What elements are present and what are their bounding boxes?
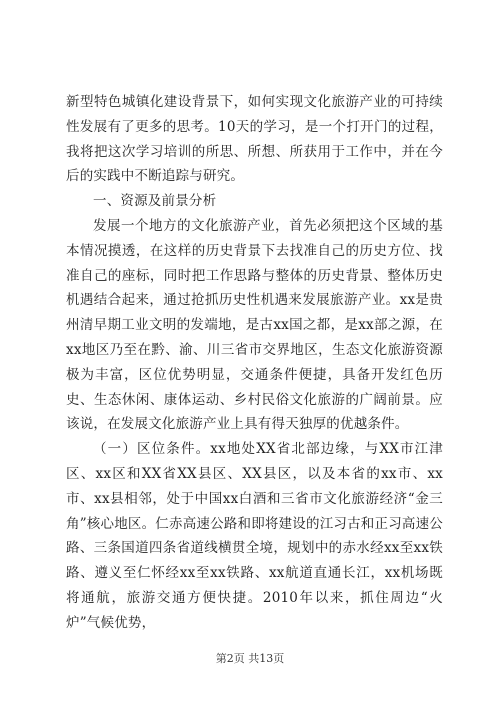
page-number-footer: 第2页 共13页 xyxy=(215,652,285,665)
document-body xyxy=(66,90,443,636)
paragraph-resource-analysis: 发展一个地方的文化旅游产业，首先必须把这个区域的基本情况摸透，在这样的历史背景下去找准自己的历史方位、找准自己的座标，同时把工作思路与整体的历史背景、整体历史机遇结合起来，通过抢抓历史性机遇来发展旅游产业。xx是贵州清早期工业文明的发端地，是古xx国之都，是xx部之源，在xx地区乃至在黔、渝、川三省市交界地区，生态文化旅游资源极为丰富，区位优势明显，交通条件便捷，具备开发红色历史、生态休闲、康体运动、乡村民俗文化旅游的广阔前景。应该说，在发展文化旅游产业上具有得天独厚的优越条件。 xyxy=(66,217,443,433)
paragraph-intro-continuation: 新型特色城镇化建设背景下，如何实现文化旅游产业的可持续性发展有了更多的思考。10天的学习，是一个打开门的过程，我将把这次学习培训的所思、所想、所获用于工作中，并在今后的实践中不断追踪与研究。 xyxy=(66,94,443,185)
section-heading: 一、资源及前景分析 xyxy=(93,193,217,210)
paragraph-location-conditions: （一）区位条件。xx地处XX省北部边缘，与XX市江津区、xx区和XX省XX县区、XX县区，以及本省的xx市、xx市、xx县相邻，处于中国xx白酒和三省市文化旅游经济“金三角”核心地区。仁赤高速公路和即将建设的江习古和正习高速公路、三条国道四条省道线横贯全境，规划中的赤水经xx至xx铁路、遵义至仁怀经xx至xx铁路、xx航道直通长江，xx机场既将通航，旅游交通方便快捷。2010年以来，抓住周边“火炉”气候优势， xyxy=(66,441,444,631)
